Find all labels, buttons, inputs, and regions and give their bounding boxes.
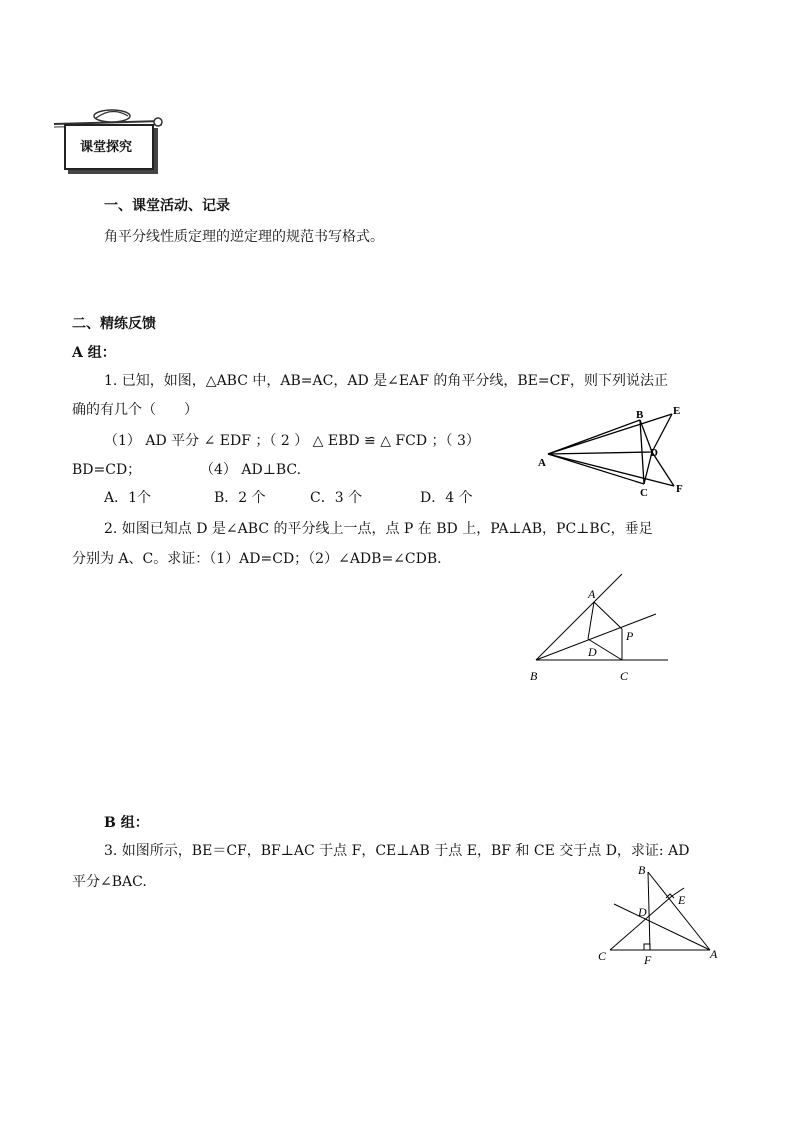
fig2-label-c: C [620,669,629,683]
section2-heading: 二、精练反馈 [72,316,156,332]
fig2-label-d: D [588,645,597,659]
figure-2 [524,570,674,685]
fig1-label-c: C [640,487,648,499]
fig1-label-f: F [676,483,683,495]
figure-3 [592,860,732,970]
q3-line1: 3. 如图所示，BE＝CF，BF⊥AC 于点 F，CE⊥AB 于点 E，BF 和 CE 交于点 D，求证: AD [104,843,690,859]
q1-option-a: A．1个 [104,490,152,506]
group-b-label: B 组： [104,815,149,831]
section1-text: 角平分线性质定理的逆定理的规范书写格式。 [104,229,384,245]
q1-line3: （1） AD 平分 ∠ EDF ；（ 2 ） △ EBD ≌ △ FCD ；（ 3） [104,433,480,449]
fig3-label-a: A [710,947,718,961]
q2-line1: 2. 如图已知点 D 是∠ABC 的平分线上一点，点 P 在 BD 上，PA⊥AB，PC⊥BC，垂足 [104,521,653,537]
q1-line4a: BD=CD； [72,462,142,478]
fig1-label-d: D [650,447,658,459]
fig2-label-p: P [626,629,634,643]
fig1-label-a: A [538,457,546,469]
group-a-label: A 组： [72,345,116,361]
q3-line2: 平分∠BAC. [72,874,147,890]
q1-option-c: C．3 个 [310,490,363,506]
q1-line1: 1. 已知，如图，△ABC 中，AB=AC，AD 是∠EAF 的角平分线，BE=CF，则下列说法正 [104,373,669,389]
fig2-label-a: A [588,587,596,601]
fig3-label-d: D [638,905,647,919]
fig1-label-b: B [636,409,644,421]
q1-line4b: （4） AD⊥BC. [200,462,302,478]
q1-option-b: B．2 个 [214,490,266,506]
fig3-label-f: F [644,953,652,967]
q1-option-d: D．4 个 [420,490,473,506]
fig3-label-e: E [678,893,686,907]
badge-label: 课堂探究 [80,140,133,155]
section1-heading: 一、课堂活动、记录 [104,198,230,214]
figure-1 [536,400,696,500]
q2-line2: 分别为 A、C。求证：（1）AD=CD；（2）∠ADB=∠CDB. [72,551,442,567]
fig1-label-e: E [673,405,681,417]
fig3-label-c: C [598,949,607,963]
fig2-label-b: B [530,669,538,683]
fig3-label-b: B [638,863,646,877]
q1-line2: 确的有几个（ ） [72,402,198,418]
